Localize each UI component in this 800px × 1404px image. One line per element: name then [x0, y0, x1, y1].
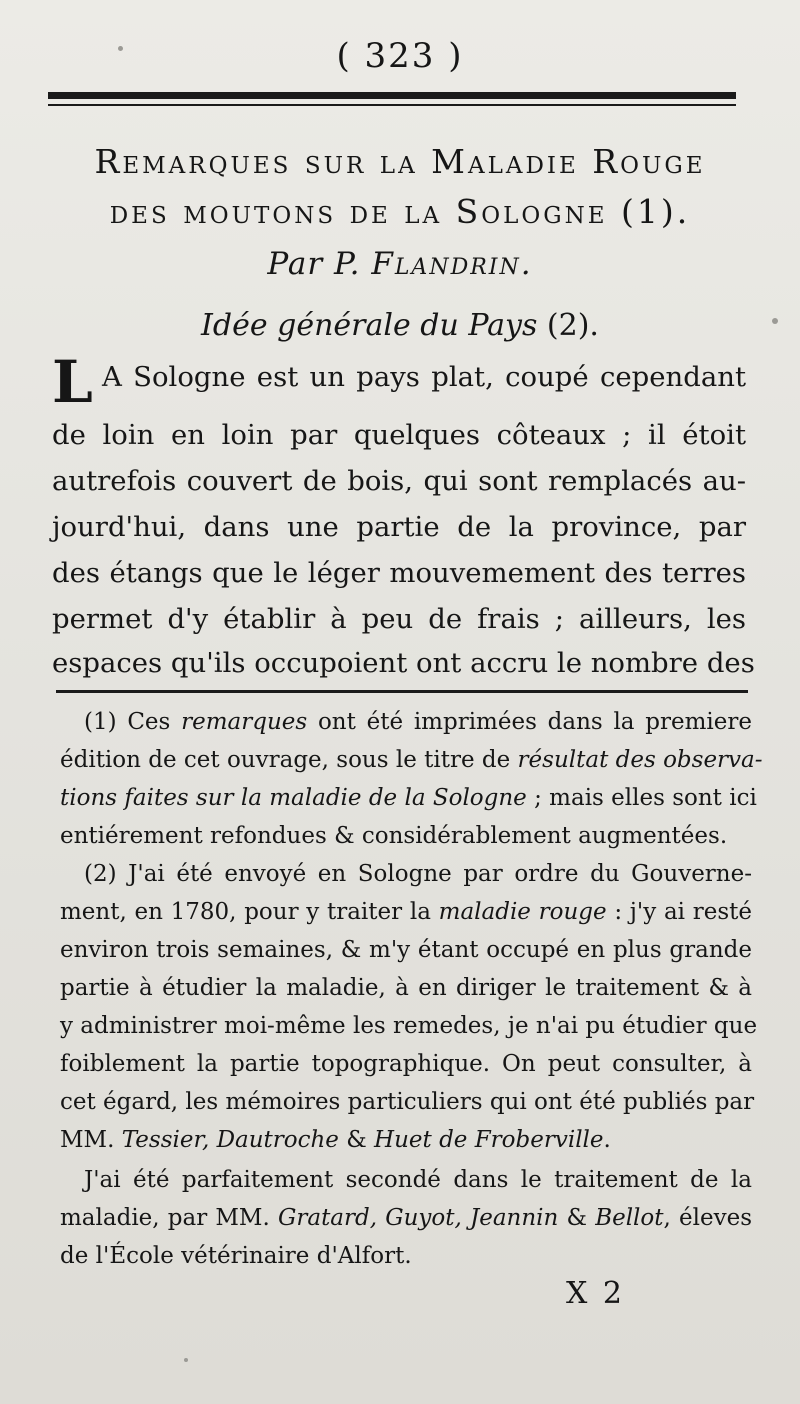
header-rule-thin: [48, 104, 736, 106]
subtitle-text: Idée générale du Pays: [201, 308, 538, 343]
byline-author: Flandrin.: [371, 246, 533, 282]
footnote-2-line: foiblement la partie topographique. On peut consulter, à: [60, 1051, 752, 1077]
signature-mark: X 2: [566, 1276, 625, 1311]
title-line-1: Remarques sur la Maladie Rouge: [94, 142, 706, 181]
scan-speck: [118, 46, 123, 51]
footnote-1-line: (1) Ces remarques ont été imprimées dans la premiere: [84, 709, 752, 735]
footnote-2-line: ment, en 1780, pour y traiter la maladie rouge : j'y ai resté: [60, 899, 752, 925]
footnote-2-line: (2) J'ai été envoyé en Sologne par ordre du Gouverne-: [84, 861, 752, 887]
body-line: des étangs que le léger mouvemement des terres: [52, 557, 746, 589]
footnote-1-line: édition de cet ouvrage, sous le titre de résultat des observa-: [60, 747, 763, 773]
footnote-3-line: maladie, par MM. Gratard, Guyot, Jeannin & Bellot, éleves: [60, 1205, 752, 1231]
footnote-1-line: entiérement refondues & considérablement augmentées.: [60, 823, 728, 849]
footnote-2-line: partie à étudier la maladie, à en diriger le traitement & à: [60, 975, 752, 1001]
footnote-2-line: MM. Tessier, Dautroche & Huet de Froberville.: [60, 1127, 611, 1153]
page-number: ( 323 ): [336, 36, 464, 76]
title-line-2: des moutons de la Sologne (1).: [109, 192, 691, 231]
footnote-rule: [56, 690, 748, 693]
footnote-3-line: de l'École vétérinaire d'Alfort.: [60, 1243, 412, 1269]
body-line: A Sologne est un pays plat, coupé cependant: [102, 361, 746, 393]
footnote-2-line: cet égard, les mémoires particuliers qui ont été publiés par: [60, 1089, 755, 1115]
footnote-3-line: J'ai été parfaitement secondé dans le traitement de la: [84, 1167, 752, 1193]
scan-speck: [772, 318, 778, 324]
body-line: jourd'hui, dans une partie de la province, par: [52, 511, 746, 543]
byline: [0, 246, 800, 282]
body-line: autrefois couvert de bois, qui sont remplacés au-: [52, 465, 746, 497]
drop-cap: L: [52, 348, 93, 416]
byline-prefix: Par P.: [267, 246, 372, 282]
footnote-1-line: tions faites sur la maladie de la Sologne ; mais elles sont ici: [60, 785, 757, 811]
footnote-2-line: environ trois semaines, & m'y étant occupé en plus grande: [60, 937, 752, 963]
subtitle-note-ref: (2).: [537, 308, 599, 343]
header-rule-thick: [48, 92, 736, 99]
body-line: espaces qu'ils occupoient ont accru le nombre des: [52, 647, 755, 679]
scan-speck: [184, 1358, 188, 1362]
footnote-2-line: y administrer moi-même les remedes, je n'ai pu étudier que: [60, 1013, 758, 1039]
body-line: de loin en loin par quelques côteaux ; il étoit: [52, 419, 746, 451]
body-line: permet d'y établir à peu de frais ; ailleurs, les: [52, 603, 746, 635]
section-subtitle: [0, 308, 800, 343]
